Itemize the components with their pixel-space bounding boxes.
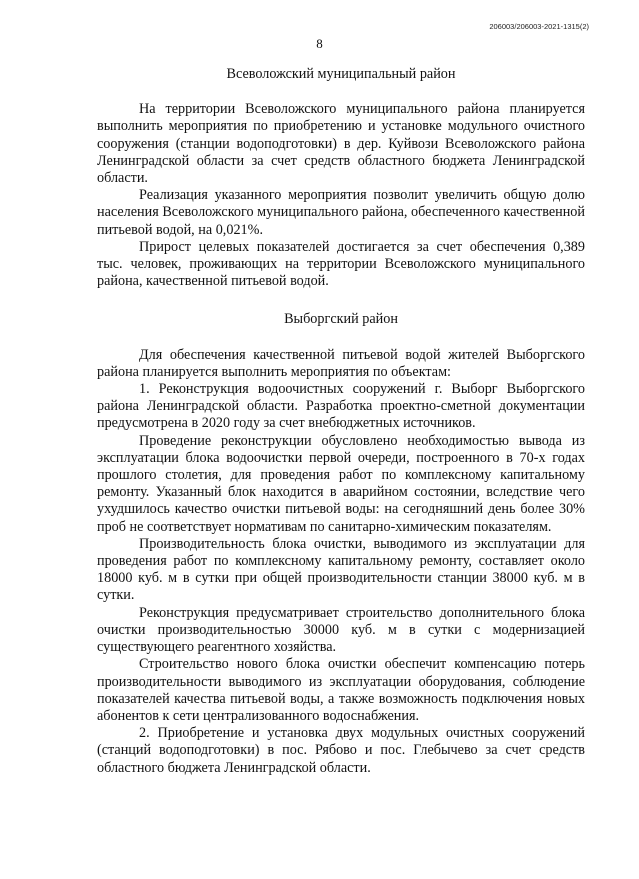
paragraph: Прирост целевых показателей достигается за счет обеспечения 0,389 тыс. человек, проживающих на территории Всеволожского муниципального района, качественной питьевой водой. [97,238,585,290]
page-number: 8 [316,36,323,51]
document-body [97,62,585,777]
document-id: 206003/206003-2021-1315(2) [489,22,589,31]
section-title: Выборгский район [284,311,398,328]
paragraph: Производительность блока очистки, выводимого из эксплуатации для проведения работ по комплексному капитальному ремонту, составляет около 18000 куб. м в сутки при общей производительности станции 38000 куб. м в сутки. [97,535,585,604]
paragraph: Проведение реконструкции обусловлено необходимостью вывода из эксплуатации блока водоочистки первой очереди, построенного в 70-х годах прошлого столетия, для проведения работ по комплексному капитальному ремонту. Указанный блок находится в аварийном состоянии, вследствие чего ухудшилось качество очистки питьевой воды: на сегодняшний день более 30% проб не соответствует нормативам по санитарно-химическим показателям. [97,432,585,535]
paragraph: 2. Приобретение и установка двух модульных очистных сооружений (станций водоподготовки) в пос. Рябово и пос. Глебычево за счет средств областного бюджета Ленинградской области. [97,725,585,776]
paragraph: На территории Всеволожского муниципального района планируется выполнить мероприятия по приобретению и установке модульного очистного сооружения (станции водоподготовки) в дер. Куйвози Всеволожского района Ленинградской области за счет средств областного бюджета Ленинградской области. [97,101,585,187]
paragraph: 1. Реконструкция водоочистных сооружений г. Выборг Выборгского района Ленинградской области. Разработка проектно-сметной документации предусмотрена в 2020 году за счет внебюджетных источников. [97,381,585,432]
paragraph: Для обеспечения качественной питьевой водой жителей Выборгского района планируется выполнить мероприятия по объектам: [97,346,585,380]
section-title: Всеволожский муниципальный район [226,66,456,82]
paragraph: Реконструкция предусматривает строительство дополнительного блока очистки производительностью 30000 куб. м в сутки с модернизацией существующего реагентного хозяйства. [97,604,585,656]
paragraph: Реализация указанного мероприятия позволит увеличить общую долю населения Всеволожского муниципального района, обеспеченного качественной питьевой водой, на 0,021%. [97,187,585,238]
paragraph: Строительство нового блока очистки обеспечит компенсацию потерь производительности выводимого из эксплуатации оборудования, соблюдение показателей качества питьевой воды, а также возможность подключения новых абонентов к сети централизованного водоснабжения. [97,656,585,724]
